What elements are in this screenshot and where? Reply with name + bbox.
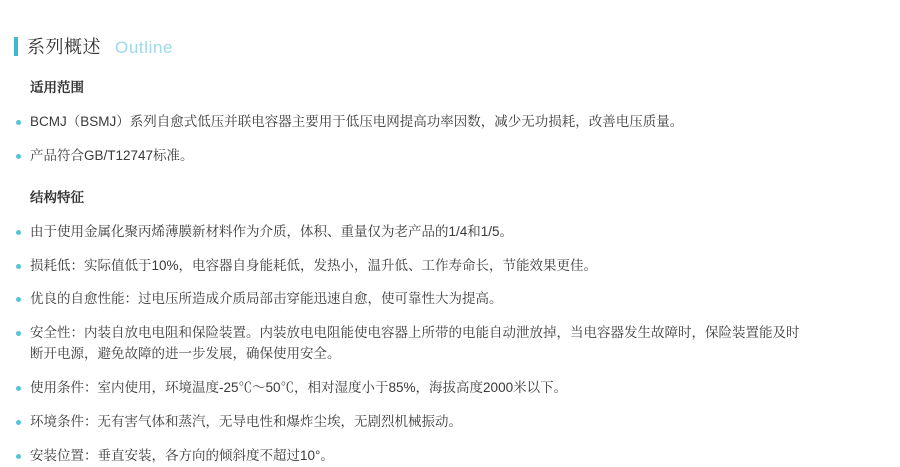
bullet-dot-icon bbox=[16, 230, 21, 235]
list-item-text: 损耗低：实际值低于10%，电容器自身能耗低，发热小，温升低、工作寿命长，节能效果更佳。 bbox=[30, 257, 598, 273]
bullet-dot-icon bbox=[16, 386, 21, 391]
bullet-dot-icon bbox=[16, 331, 21, 336]
list-item bbox=[0, 256, 900, 277]
page-title: 系列概述 bbox=[27, 37, 101, 57]
list-item bbox=[0, 112, 900, 133]
accent-bar-icon bbox=[14, 37, 18, 56]
list-item-text: BCMJ（BSMJ）系列自愈式低压并联电容器主要用于低压电网提高功率因数，减少无功损耗，改善电压质量。 bbox=[30, 113, 684, 129]
section-heading-structure: 结构特征 bbox=[30, 189, 84, 205]
list-item bbox=[0, 222, 900, 243]
bullet-dot-icon bbox=[16, 120, 21, 125]
list-item-text: 优良的自愈性能：过电压所造成介质局部击穿能迅速自愈，使可靠性大为提高。 bbox=[30, 291, 503, 307]
list-item-continuation: 断开电源，避免故障的进一步发展，确保使用安全。 bbox=[30, 346, 341, 362]
list-item-text: 环境条件：无有害气体和蒸汽，无导电性和爆炸尘埃，无剧烈机械振动。 bbox=[30, 414, 462, 430]
list-item bbox=[0, 446, 900, 467]
list-item bbox=[0, 289, 900, 310]
bullet-list-scope bbox=[0, 112, 900, 167]
list-item bbox=[0, 412, 900, 433]
list-item bbox=[0, 323, 900, 365]
bullet-dot-icon bbox=[16, 154, 21, 159]
list-item-text: 安装位置：垂直安装，各方向的倾斜度不超过10°。 bbox=[30, 448, 334, 464]
bullet-dot-icon bbox=[16, 264, 21, 269]
bullet-dot-icon bbox=[16, 297, 21, 302]
list-item-text: 安全性：内装自放电电阻和保险装置。内装放电电阻能使电容器上所带的电能自动泄放掉，当电容器发生故障时，保险装置能及时 bbox=[30, 325, 800, 341]
bullet-list-structure bbox=[0, 222, 900, 467]
page-header bbox=[0, 0, 900, 56]
bullet-dot-icon bbox=[16, 420, 21, 425]
section-heading-scope: 适用范围 bbox=[30, 80, 84, 95]
page-title-english: Outline bbox=[115, 38, 174, 57]
bullet-dot-icon bbox=[16, 454, 21, 459]
list-item-text: 由于使用金属化聚丙烯薄膜新材料作为介质，体积、重量仅为老产品的1/4和1/5。 bbox=[30, 223, 514, 239]
list-item-text: 产品符合GB/T12747标准。 bbox=[30, 147, 194, 163]
list-item-text: 使用条件：室内使用，环境温度-25℃～50℃，相对湿度小于85%，海拔高度2000米以下。 bbox=[30, 380, 568, 396]
list-item bbox=[0, 146, 900, 167]
list-item bbox=[0, 378, 900, 399]
